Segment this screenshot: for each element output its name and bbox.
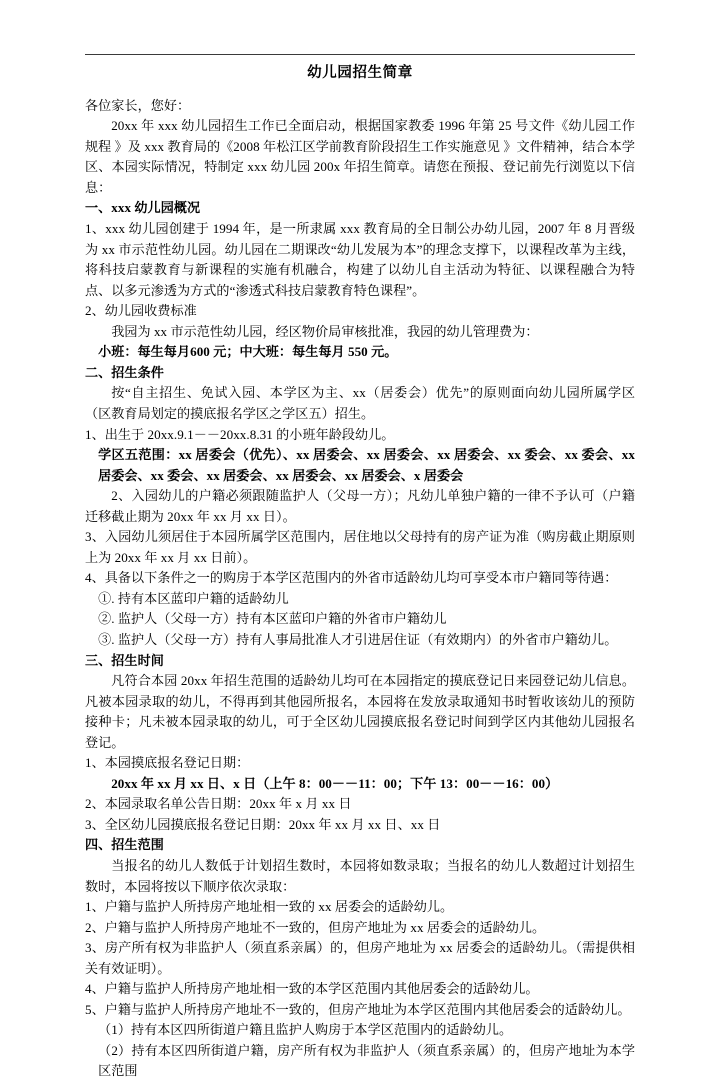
scope-item-2: 2、户籍与监护人所持房产地址不一致的，但房产地址为 xx 居委会的适龄幼儿。 (85, 919, 546, 935)
conditions-item-4-sub-3: ③. 监护人（父母一方）持有人事局批准人才引进居住证（有效期内）的外省市户籍幼儿。 (98, 631, 618, 647)
scope-item-5-sub-2: （2）持有本区四所街道户籍，房产所有权为非监护人（须直系亲属）的，但房产地址为本学区范围 (98, 1042, 635, 1079)
overview-fee-intro: 我园为 xx 市示范性幼儿园，经区物价局审核批准，我园的幼儿管理费为： (111, 323, 539, 339)
conditions-item-2: 2、入园幼儿的户籍必须跟随监护人（父母一方）；凡幼儿单独户籍的一律不予认可（户籍迁移截止期为 20xx 年 xx 月 xx 日）。 (85, 488, 635, 524)
scope-item-1: 1、户籍与监护人所持房产地址相一致的 xx 居委会的适龄幼儿。 (85, 899, 454, 915)
scope-item-4: 4、户籍与监护人所持房产地址相一致的本学区范围内其他居委会的适龄幼儿。 (85, 981, 539, 997)
scope-item-3: 3、房产所有权为非监护人（须直系亲属）的，但房产地址为 xx 居委会的适龄幼儿。（需提供相关有效证明）。 (85, 940, 635, 976)
conditions-principle: 按“自主招生、免试入园、本学区为主、xx（居委会）优先”的原则面向幼儿园所属学区（区教育局划定的摸底报名学区之学区五）招生。 (85, 385, 635, 421)
page-title: 幼儿园招生简章 (307, 65, 413, 81)
conditions-item-1: 1、出生于 20xx.9.1－－20xx.8.31 的小班年龄段幼儿。 (85, 426, 395, 442)
conditions-item-4-sub-2: ②. 监护人（父母一方）持有本区蓝印户籍的外省市户籍幼儿 (98, 611, 447, 627)
scope-item-5: 5、户籍与监护人所持房产地址不一致的，但房产地址为本学区范围内其他居委会的适龄幼儿。 (85, 1001, 631, 1017)
section-heading-overview: 一、xxx 幼儿园概况 (85, 200, 201, 216)
scope-item-5-sub-1: （1）持有本区四所街道户籍且监护人购房于本学区范围内的适龄幼儿。 (98, 1022, 513, 1038)
conditions-item-3: 3、入园幼儿须居住于本园所属学区范围内，居住地以父母持有的房产证为准（购房截止期原则上为 20xx 年 xx 月 xx 日前）。 (85, 529, 635, 565)
intro-paragraph: 20xx 年 xxx 幼儿园招生工作已全面启动，根据国家教委 1996 年第 25 号文件《幼儿园工作规程 》及 xxx 教育局的《2008 年松江区学前教育阶段招生工作实施意见 》文件精神，结合本学区、本园实际情况，特制定 xxx 幼儿园 200x 年招生简章。请您在预报、登记前先行浏览以下信息： (85, 118, 635, 195)
scope-intro: 当报名的幼儿人数低于计划招生数时，本园将如数录取；当报名的幼儿人数超过计划招生数时，本园将按以下顺序依次录取： (85, 857, 635, 894)
document-body (85, 54, 635, 1082)
schedule-item-2: 2、本园录取名单公告日期：20xx 年 x 月 xx 日 (85, 796, 352, 812)
salutation-line: 各位家长，您好： (85, 97, 191, 113)
schedule-item-1: 1、本园摸底报名登记日期： (85, 755, 250, 771)
overview-item-2: 2、幼儿园收费标准 (85, 303, 197, 319)
title-rule-divider (85, 54, 635, 55)
schedule-intro: 凡符合本园 20xx 年招生范围的适龄幼儿均可在本园指定的摸底登记日来园登记幼儿信息。凡被本园录取的幼儿，不得再到其他园所报名，本园将在发放录取通知书时暂收该幼儿的预防接种卡；凡未被本园录取的幼儿，可于全区幼儿园摸底报名登记时间到学区内其他幼儿园报名登记。 (85, 673, 635, 750)
conditions-district-five-scope: 学区五范围：xx 居委会（优先）、xx 居委会、xx 居委会、xx 居委会、xx 委会、xx 委会、xx 居委会、xx 委会、xx 居委会、xx 居委会、xx 居委会、x 居委会 (98, 447, 635, 483)
overview-item-1: 1、xxx 幼儿园创建于 1994 年，是一所隶属 xxx 教育局的全日制公办幼儿园，2007 年 8 月晋级为 xx 市示范性幼儿园。幼儿园在二期课改“幼儿发展为本”的理念支撑下，以课程改革为主线，将科技启蒙教育与新课程的实施有机融合，构建了以幼儿自主活动为特征、以课程融合为特点、以多元渗透为方式的“渗透式科技启蒙教育特色课程”。 (85, 221, 635, 298)
schedule-registration-datetime: 20xx 年 xx 月 xx 日、x 日（上午 8：00－－11：00；下午 13：00－－16：00） (111, 775, 559, 791)
schedule-item-3: 3、全区幼儿园摸底报名登记日期：20xx 年 xx 月 xx 日、xx 日 (85, 816, 441, 832)
overview-fee-amounts: 小班：每生每月600 元；中大班：每生每月 550 元。 (98, 344, 398, 360)
conditions-item-4-sub-1: ①. 持有本区蓝印户籍的适龄幼儿 (98, 590, 289, 606)
section-heading-schedule: 三、招生时间 (85, 652, 164, 668)
section-heading-conditions: 二、招生条件 (85, 364, 164, 380)
section-heading-scope: 四、招生范围 (85, 837, 164, 853)
conditions-item-4: 4、具备以下条件之一的购房于本学区范围内的外省市适龄幼儿均可享受本市户籍同等待遇： (85, 570, 618, 586)
